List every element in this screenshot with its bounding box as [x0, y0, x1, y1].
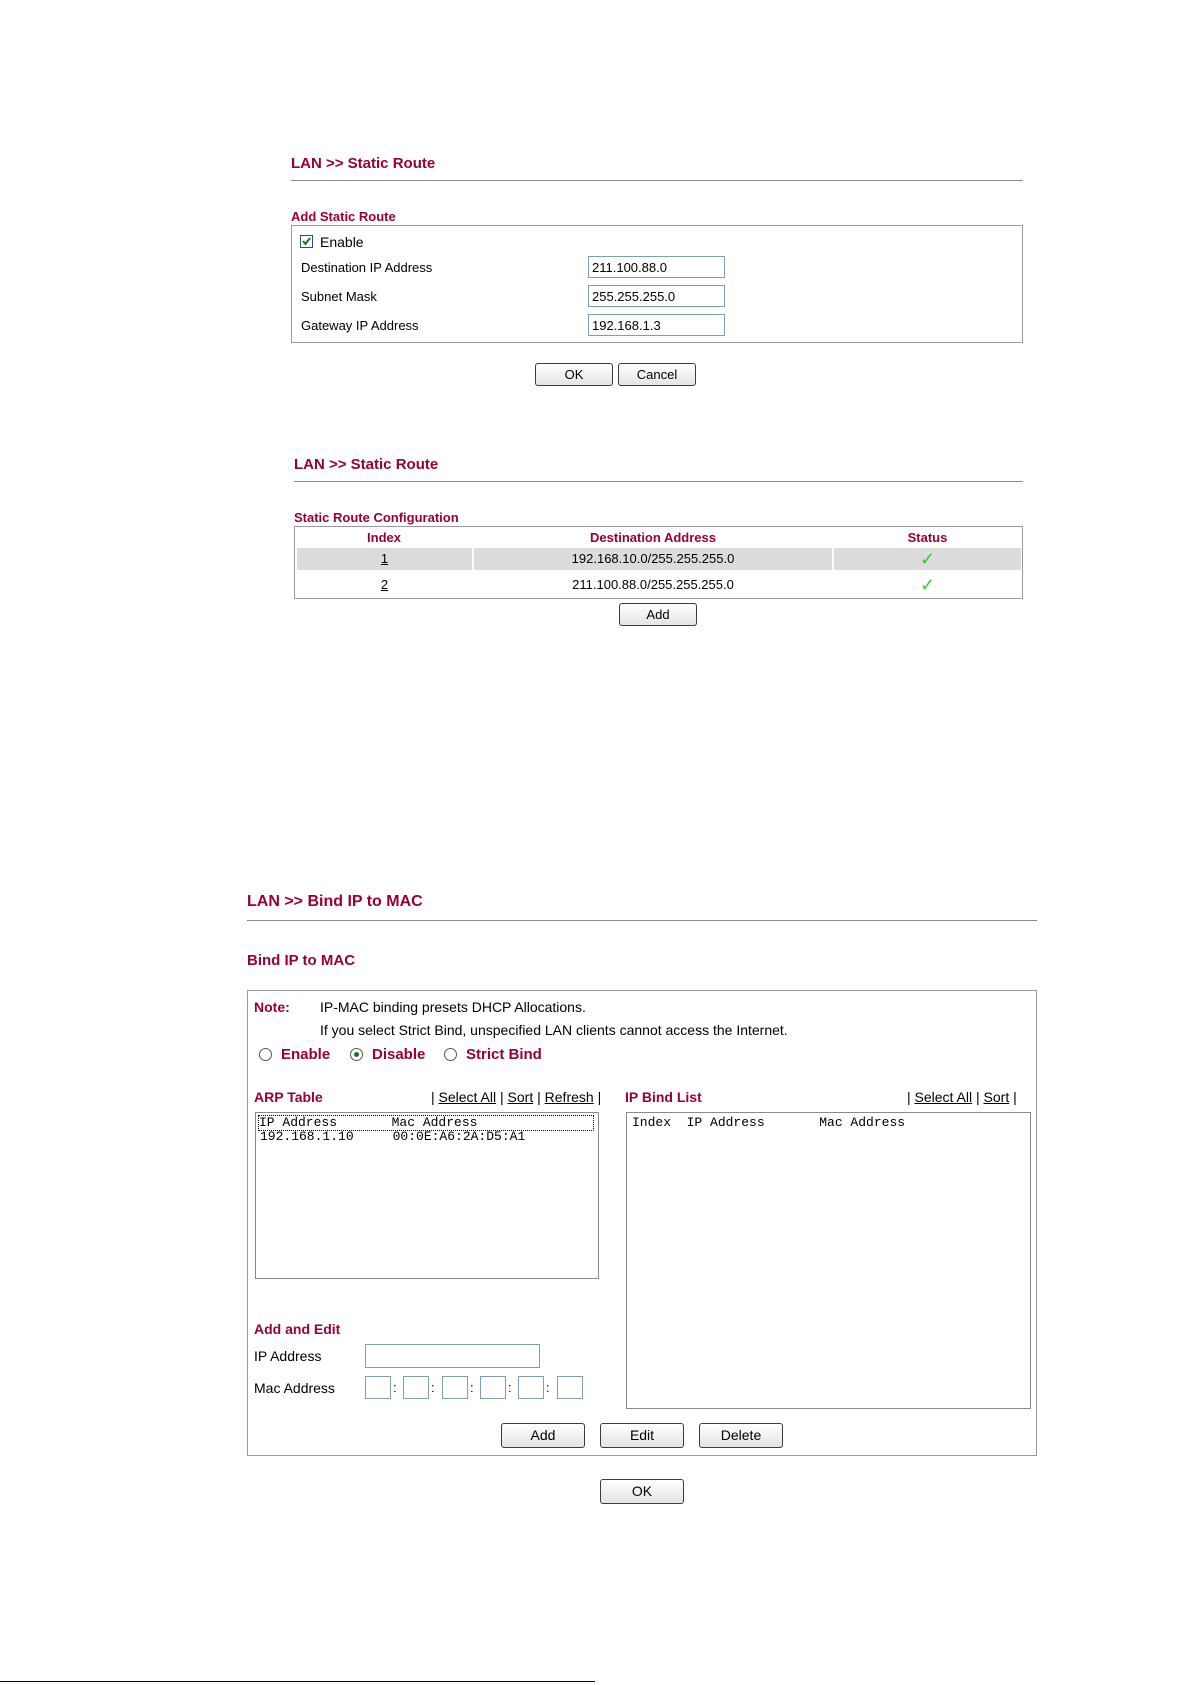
bind-list-header: Index IP Address Mac Address	[632, 1115, 906, 1130]
arp-table-title: ARP Table	[254, 1089, 323, 1105]
subnet-mask-label: Subnet Mask	[301, 289, 377, 304]
footnote-rule	[0, 1681, 595, 1682]
list-item[interactable]: 192.168.1.10 00:0E:A6:2A:D5:A1	[260, 1129, 526, 1144]
ip-address-input[interactable]	[365, 1344, 540, 1368]
separator: |	[500, 1089, 504, 1105]
row-index-link[interactable]	[297, 574, 472, 596]
column-header-status: Status	[907, 530, 948, 545]
index-link[interactable]: 1	[380, 551, 389, 566]
section-title: Bind IP to MAC	[247, 952, 356, 969]
bind-list-actions	[907, 1089, 1017, 1105]
enable-radio-label: Enable	[281, 1046, 331, 1063]
destination-ip-input[interactable]	[588, 256, 725, 278]
mac-separator: :	[470, 1380, 474, 1395]
mac-separator: :	[431, 1380, 435, 1395]
row-index-link[interactable]	[297, 548, 472, 570]
mac-octet-4-input[interactable]	[480, 1376, 506, 1399]
delete-button[interactable]: Delete	[699, 1423, 783, 1448]
ok-button[interactable]: OK	[600, 1479, 684, 1504]
status-check-icon: ✓	[919, 575, 936, 595]
mac-octet-6-input[interactable]	[557, 1376, 583, 1399]
destination-cell: 192.168.10.0/255.255.255.0	[474, 548, 832, 570]
separator: |	[907, 1089, 911, 1105]
column-header-index: Index	[367, 530, 401, 545]
separator: |	[1013, 1089, 1017, 1105]
note-label: Note:	[254, 999, 290, 1015]
arp-sort-link[interactable]: Sort	[507, 1089, 534, 1105]
mac-octet-1-input[interactable]	[365, 1376, 391, 1399]
destination-cell: 211.100.88.0/255.255.255.0	[572, 577, 734, 592]
page-title: LAN >> Static Route	[294, 456, 439, 473]
ip-bind-list[interactable]	[626, 1112, 1031, 1409]
ok-button[interactable]: OK	[535, 363, 613, 386]
note-line-1: IP-MAC binding presets DHCP Allocations.	[320, 999, 586, 1015]
arp-select-all-link[interactable]: Select All	[438, 1089, 497, 1105]
strict-bind-radio[interactable]	[444, 1048, 457, 1061]
page-title: LAN >> Bind IP to MAC	[247, 893, 423, 910]
gateway-ip-label: Gateway IP Address	[301, 318, 419, 333]
destination-ip-label: Destination IP Address	[301, 260, 433, 275]
mac-separator: :	[546, 1380, 550, 1395]
subnet-mask-input[interactable]	[588, 285, 725, 307]
mac-octet-5-input[interactable]	[518, 1376, 544, 1399]
add-route-button[interactable]: Add	[619, 603, 697, 626]
separator: |	[431, 1089, 435, 1105]
ip-address-label: IP Address	[254, 1348, 322, 1364]
edit-button[interactable]: Edit	[600, 1423, 684, 1448]
mac-octet-2-input[interactable]	[403, 1376, 429, 1399]
arp-table-actions	[431, 1089, 601, 1105]
disable-radio-label: Disable	[372, 1046, 426, 1063]
mac-separator: :	[393, 1380, 397, 1395]
divider	[291, 180, 1023, 181]
cancel-button[interactable]: Cancel	[618, 363, 696, 386]
bind-select-all-link[interactable]: Select All	[914, 1089, 973, 1105]
page-title: LAN >> Static Route	[291, 155, 436, 172]
check-icon	[301, 236, 312, 247]
divider	[247, 920, 1037, 921]
enable-radio[interactable]	[259, 1048, 272, 1061]
mac-octet-3-input[interactable]	[442, 1376, 468, 1399]
section-title: Static Route Configuration	[294, 510, 459, 525]
strict-bind-radio-label: Strict Bind	[466, 1046, 542, 1063]
mac-address-label: Mac Address	[254, 1380, 335, 1396]
ip-bind-list-title: IP Bind List	[625, 1089, 702, 1105]
status-check-icon: ✓	[834, 548, 1021, 570]
disable-radio[interactable]	[350, 1048, 363, 1061]
note-line-2: If you select Strict Bind, unspecified LAN clients cannot access the Internet.	[320, 1022, 788, 1038]
enable-checkbox[interactable]	[300, 235, 313, 248]
mac-separator: :	[508, 1380, 512, 1395]
column-header-destination: Destination Address	[590, 530, 716, 545]
separator: |	[976, 1089, 980, 1105]
add-button[interactable]: Add	[501, 1423, 585, 1448]
separator: |	[537, 1089, 541, 1105]
gateway-ip-input[interactable]	[588, 314, 725, 336]
enable-label: Enable	[320, 234, 364, 250]
bind-sort-link[interactable]: Sort	[983, 1089, 1010, 1105]
separator: |	[597, 1089, 602, 1105]
divider	[294, 481, 1023, 482]
arp-refresh-link[interactable]: Refresh	[544, 1089, 594, 1105]
arp-list-header[interactable]: IP Address Mac Address	[258, 1115, 594, 1131]
index-link[interactable]: 2	[380, 577, 389, 592]
section-title: Add Static Route	[291, 209, 396, 224]
arp-table-list[interactable]	[255, 1112, 599, 1279]
add-edit-title: Add and Edit	[254, 1321, 341, 1337]
